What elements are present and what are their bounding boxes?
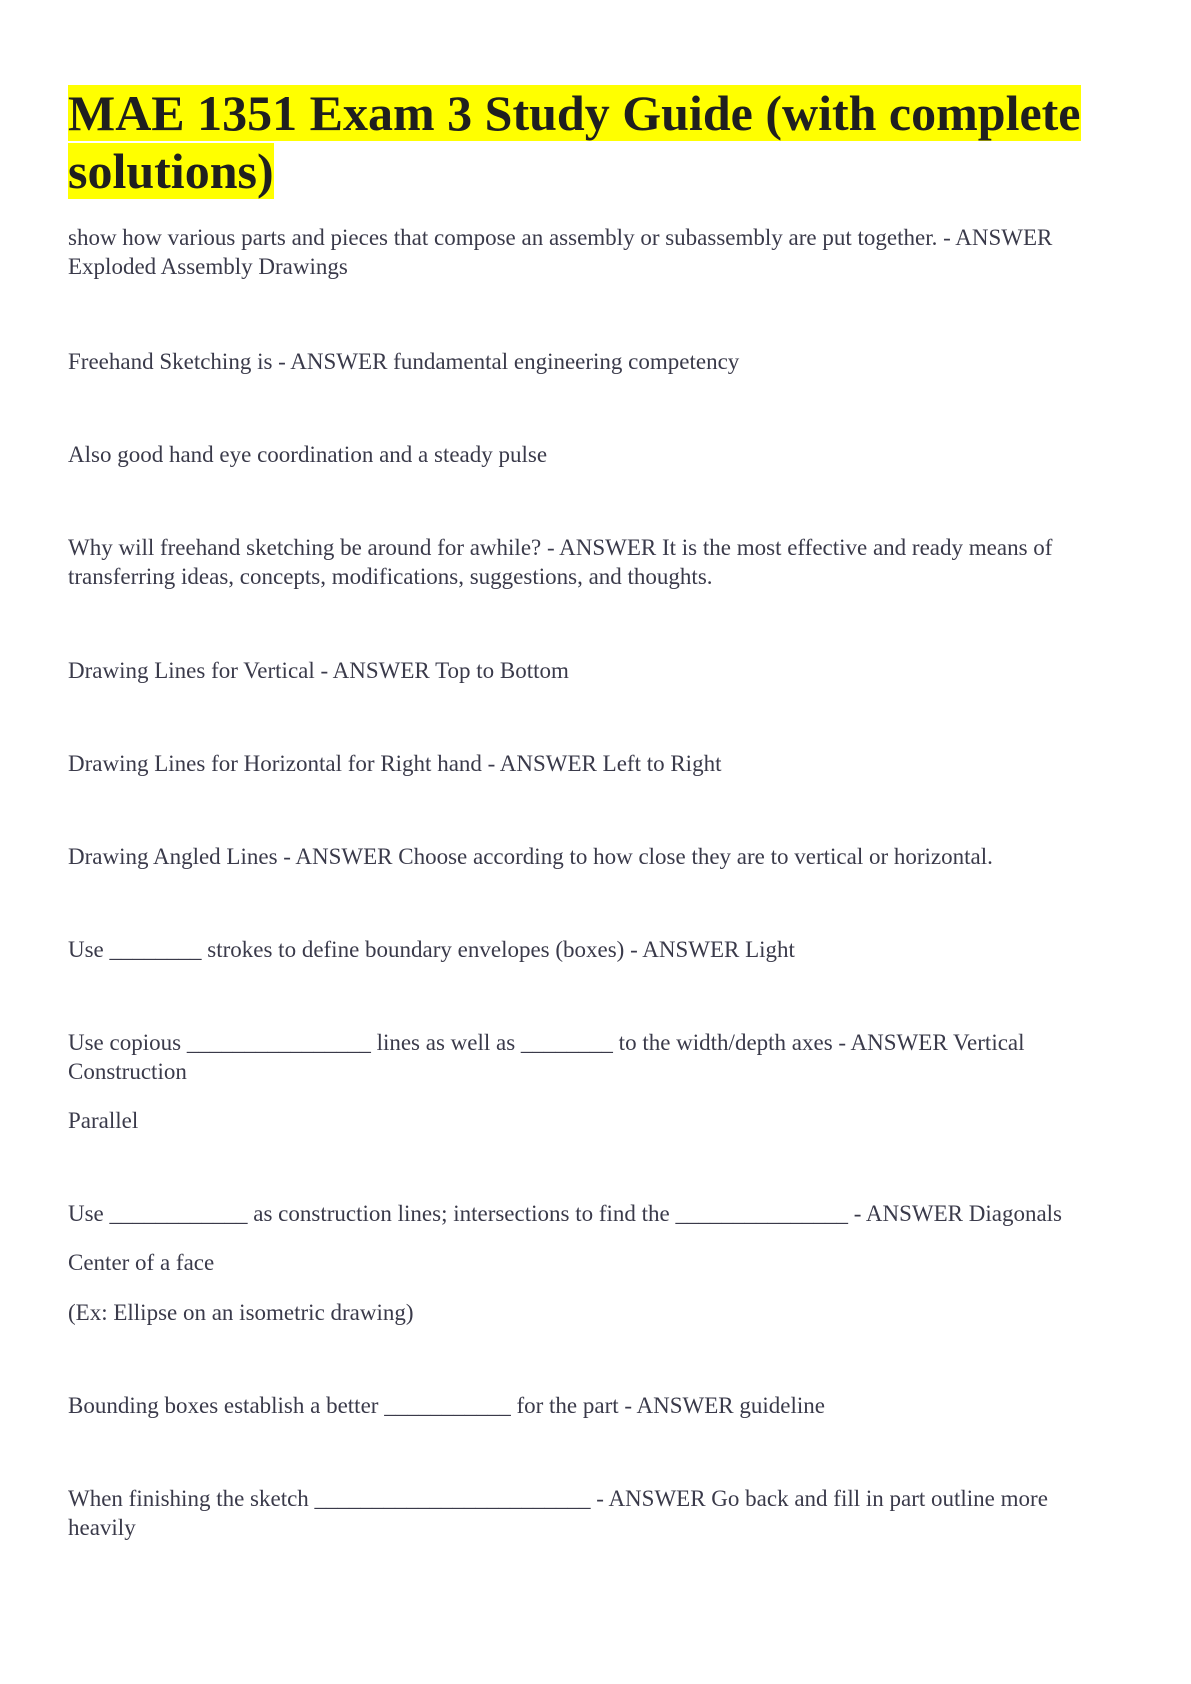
qa-item-parallel: Parallel [68, 1108, 139, 1133]
qa-item-hand-eye-coordination: Also good hand eye coordination and a steady pulse [68, 442, 548, 467]
title-highlight: MAE 1351 Exam 3 Study Guide (with complete solutions) [68, 85, 1081, 199]
qa-item-vertical-lines: Drawing Lines for Vertical - ANSWER Top to Bottom [68, 658, 569, 683]
qa-item-center-of-face: Center of a face [68, 1250, 215, 1275]
qa-item-ellipse-example: (Ex: Ellipse on an isometric drawing) [68, 1300, 414, 1325]
qa-item-light-strokes: Use ________ strokes to define boundary envelopes (boxes) - ANSWER Light [68, 937, 795, 962]
qa-item-freehand-sketching: Freehand Sketching is - ANSWER fundamental engineering competency [68, 349, 740, 374]
qa-item-angled-lines: Drawing Angled Lines - ANSWER Choose according to how close they are to vertical or horizontal. [68, 844, 993, 869]
qa-item-horizontal-lines: Drawing Lines for Horizontal for Right hand - ANSWER Left to Right [68, 751, 722, 776]
qa-item-finishing-sketch: When finishing the sketch ________________________ - ANSWER Go back and fill in part outline more heavily [68, 1486, 1048, 1540]
qa-item-bounding-boxes: Bounding boxes establish a better ___________ for the part - ANSWER guideline [68, 1393, 825, 1418]
qa-item-construction-lines: Use copious ________________ lines as well as ________ to the width/depth axes - ANSWER Vertical Construction [68, 1030, 1025, 1084]
qa-item-why-freehand: Why will freehand sketching be around for awhile? - ANSWER It is the most effective and ready means of transferring ideas, concepts, modifications, suggestions, and thoughts. [68, 535, 1053, 589]
page-title [68, 84, 1128, 200]
qa-item-exploded-assembly: show how various parts and pieces that compose an assembly or subassembly are put together. - ANSWER Exploded Assembly Drawings [68, 225, 1053, 279]
qa-item-diagonals: Use ____________ as construction lines; intersections to find the _______________ - ANSWER Diagonals [68, 1201, 1062, 1226]
